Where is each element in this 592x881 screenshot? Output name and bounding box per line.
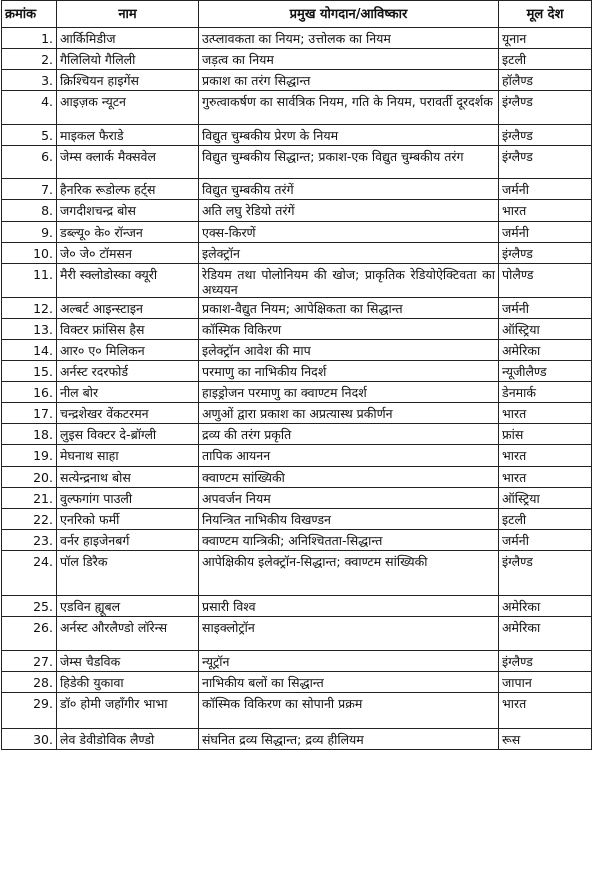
table-row [2, 124, 592, 145]
cell-country: न्यूजीलैण्ड [499, 361, 592, 382]
cell-country: इंग्लैण्ड [499, 91, 592, 125]
cell-name: जे० जे० टॉमसन [57, 242, 199, 263]
cell-country: इंग्लैण्ड [499, 124, 592, 145]
cell-name: आर्किमिडीज [57, 28, 199, 49]
cell-contribution: इलेक्ट्रॉन आवेश की माप [199, 339, 499, 360]
cell-serial: 12. [2, 297, 57, 318]
table-row [2, 49, 592, 70]
cell-country: जर्मनी [499, 179, 592, 200]
table-row [2, 617, 592, 651]
cell-country: रूस [499, 728, 592, 749]
table-row [2, 550, 592, 596]
cell-serial: 15. [2, 361, 57, 382]
table-row [2, 693, 592, 729]
cell-contribution: तापिक आयनन [199, 445, 499, 466]
cell-contribution: इलेक्ट्रॉन [199, 242, 499, 263]
cell-country: जर्मनी [499, 221, 592, 242]
cell-name: जेम्स क्लार्क मैक्सवेल [57, 145, 199, 179]
cell-contribution: द्रव्य की तरंग प्रकृति [199, 424, 499, 445]
table-row [2, 200, 592, 221]
cell-contribution: विद्युत चुम्बकीय प्रेरण के नियम [199, 124, 499, 145]
cell-country: इंग्लैण्ड [499, 550, 592, 596]
cell-country: फ्रांस [499, 424, 592, 445]
cell-country: ऑस्ट्रिया [499, 318, 592, 339]
cell-contribution: क्वाण्टम सांख्यिकी [199, 466, 499, 487]
cell-country: इंग्लैण्ड [499, 650, 592, 671]
cell-country: भारत [499, 693, 592, 729]
cell-name: आइज़क न्यूटन [57, 91, 199, 125]
cell-contribution: एक्स-किरणें [199, 221, 499, 242]
cell-serial: 14. [2, 339, 57, 360]
cell-contribution: संघनित द्रव्य सिद्धान्त; द्रव्य हीलियम [199, 728, 499, 749]
cell-serial: 29. [2, 693, 57, 729]
cell-serial: 9. [2, 221, 57, 242]
cell-serial: 16. [2, 382, 57, 403]
cell-serial: 18. [2, 424, 57, 445]
cell-country: इंग्लैण्ड [499, 242, 592, 263]
cell-name: जेम्स चैडविक [57, 650, 199, 671]
cell-name: मेघनाथ साहा [57, 445, 199, 466]
cell-serial: 4. [2, 91, 57, 125]
cell-serial: 20. [2, 466, 57, 487]
cell-contribution: क्वाण्टम यान्त्रिकी; अनिश्चितता-सिद्धान्त [199, 529, 499, 550]
cell-name: चन्द्रशेखर वेंकटरमन [57, 403, 199, 424]
cell-country: डेनमार्क [499, 382, 592, 403]
cell-contribution: प्रसारी विश्व [199, 596, 499, 617]
cell-serial: 19. [2, 445, 57, 466]
table-row [2, 70, 592, 91]
header-country: मूल देश [499, 1, 592, 28]
cell-contribution: अपवर्जन नियम [199, 487, 499, 508]
header-name: नाम [57, 1, 199, 28]
cell-serial: 1. [2, 28, 57, 49]
cell-contribution: प्रकाश का तरंग सिद्धान्त [199, 70, 499, 91]
cell-contribution: परमाणु का नाभिकीय निदर्श [199, 361, 499, 382]
table-row [2, 91, 592, 125]
cell-name: एडविन ह्यूबल [57, 596, 199, 617]
cell-serial: 22. [2, 508, 57, 529]
cell-contribution: न्यूट्रॉन [199, 650, 499, 671]
cell-country: इंग्लैण्ड [499, 145, 592, 179]
table-row [2, 179, 592, 200]
header-serial: क्रमांक [2, 1, 57, 28]
cell-contribution: जड़त्व का नियम [199, 49, 499, 70]
cell-name: क्रिश्चियन हाइगेंस [57, 70, 199, 91]
cell-serial: 25. [2, 596, 57, 617]
table-row [2, 221, 592, 242]
cell-country: जर्मनी [499, 529, 592, 550]
table-row [2, 529, 592, 550]
cell-serial: 30. [2, 728, 57, 749]
table-row [2, 672, 592, 693]
cell-name: लुइस विक्टर दे-ब्रॉग्ली [57, 424, 199, 445]
cell-contribution: आपेक्षिकीय इलेक्ट्रॉन-सिद्धान्त; क्वाण्टम सांख्यिकी [199, 550, 499, 596]
cell-serial: 28. [2, 672, 57, 693]
cell-country: हॉलैण्ड [499, 70, 592, 91]
table-row [2, 263, 592, 297]
cell-name: अल्बर्ट आइन्स्टाइन [57, 297, 199, 318]
table-row [2, 28, 592, 49]
cell-contribution: कॉस्मिक विकिरण [199, 318, 499, 339]
cell-name: डब्ल्यू० के० रॉन्जन [57, 221, 199, 242]
cell-contribution: गुरुत्वाकर्षण का सार्वत्रिक नियम, गति के नियम, परावर्ती दूरदर्शक [199, 91, 499, 125]
scientists-table [1, 0, 592, 750]
table-row [2, 297, 592, 318]
cell-contribution: साइक्लोट्रॉन [199, 617, 499, 651]
table-row [2, 361, 592, 382]
table-row [2, 145, 592, 179]
cell-country: जापान [499, 672, 592, 693]
header-contribution: प्रमुख योगदान/आविष्कार [199, 1, 499, 28]
cell-serial: 17. [2, 403, 57, 424]
cell-contribution: अणुओं द्वारा प्रकाश का अप्रत्यास्थ प्रकीर्णन [199, 403, 499, 424]
table-row [2, 445, 592, 466]
cell-name: वर्नर हाइजेनबर्ग [57, 529, 199, 550]
cell-country: भारत [499, 200, 592, 221]
cell-contribution: विद्युत चुम्बकीय तरंगें [199, 179, 499, 200]
cell-name: हिडेकी युकावा [57, 672, 199, 693]
table-row [2, 242, 592, 263]
cell-name: हैनरिक रूडोल्फ हर्ट्स [57, 179, 199, 200]
cell-name: पॉल डिरैक [57, 550, 199, 596]
cell-name: गैलिलियो गैलिली [57, 49, 199, 70]
cell-name: माइकल फैराडे [57, 124, 199, 145]
cell-name: मैरी स्क्लोडोस्का क्यूरी [57, 263, 199, 297]
cell-serial: 21. [2, 487, 57, 508]
cell-serial: 5. [2, 124, 57, 145]
table-header [2, 1, 592, 28]
cell-contribution: नाभिकीय बलों का सिद्धान्त [199, 672, 499, 693]
table-row [2, 318, 592, 339]
table-row [2, 424, 592, 445]
cell-country: ऑस्ट्रिया [499, 487, 592, 508]
cell-name: लेव डेवीडोविक लैण्डो [57, 728, 199, 749]
cell-country: अमेरिका [499, 339, 592, 360]
table-body [2, 28, 592, 750]
header-row [2, 1, 592, 28]
table-row [2, 466, 592, 487]
cell-serial: 26. [2, 617, 57, 651]
cell-contribution: प्रकाश-वैद्युत नियम; आपेक्षिकता का सिद्धान्त [199, 297, 499, 318]
cell-contribution: रेडियम तथा पोलोनियम की खोज; प्राकृतिक रेडियोऐक्टिवता का अध्ययन [199, 263, 499, 297]
cell-serial: 6. [2, 145, 57, 179]
cell-name: सत्येन्द्रनाथ बोस [57, 466, 199, 487]
cell-country: इटली [499, 49, 592, 70]
table-row [2, 382, 592, 403]
cell-name: नील बोर [57, 382, 199, 403]
table-row [2, 508, 592, 529]
cell-serial: 8. [2, 200, 57, 221]
cell-serial: 10. [2, 242, 57, 263]
cell-country: इटली [499, 508, 592, 529]
cell-serial: 7. [2, 179, 57, 200]
cell-country: जर्मनी [499, 297, 592, 318]
cell-name: वुल्फगांग पाउली [57, 487, 199, 508]
cell-serial: 11. [2, 263, 57, 297]
table-row [2, 339, 592, 360]
table-row [2, 650, 592, 671]
cell-name: एनरिको फर्मी [57, 508, 199, 529]
cell-name: विक्टर फ्रांसिस हैस [57, 318, 199, 339]
cell-contribution: हाइड्रोजन परमाणु का क्वाण्टम निदर्श [199, 382, 499, 403]
cell-serial: 2. [2, 49, 57, 70]
cell-country: यूनान [499, 28, 592, 49]
cell-country: पोलैण्ड [499, 263, 592, 297]
table-row [2, 728, 592, 749]
table-row [2, 403, 592, 424]
cell-country: अमेरिका [499, 596, 592, 617]
table-row [2, 596, 592, 617]
cell-name: जगदीशचन्द्र बोस [57, 200, 199, 221]
cell-serial: 24. [2, 550, 57, 596]
cell-serial: 13. [2, 318, 57, 339]
cell-contribution: कॉस्मिक विकिरण का सोपानी प्रक्रम [199, 693, 499, 729]
cell-name: अर्नस्ट औरलैण्डो लॉरेन्स [57, 617, 199, 651]
cell-contribution: नियन्त्रित नाभिकीय विखण्डन [199, 508, 499, 529]
cell-contribution: अति लघु रेडियो तरंगें [199, 200, 499, 221]
cell-country: भारत [499, 466, 592, 487]
cell-country: भारत [499, 403, 592, 424]
cell-country: अमेरिका [499, 617, 592, 651]
cell-contribution: उत्प्लावकता का नियम; उत्तोलक का नियम [199, 28, 499, 49]
cell-serial: 3. [2, 70, 57, 91]
cell-name: आर० ए० मिलिकन [57, 339, 199, 360]
cell-name: डॉ० होमी जहाँगीर भाभा [57, 693, 199, 729]
cell-serial: 27. [2, 650, 57, 671]
cell-serial: 23. [2, 529, 57, 550]
cell-country: भारत [499, 445, 592, 466]
cell-contribution: विद्युत चुम्बकीय सिद्धान्त; प्रकाश-एक विद्युत चुम्बकीय तरंग [199, 145, 499, 179]
table-row [2, 487, 592, 508]
cell-name: अर्नस्ट रदरफोर्ड [57, 361, 199, 382]
